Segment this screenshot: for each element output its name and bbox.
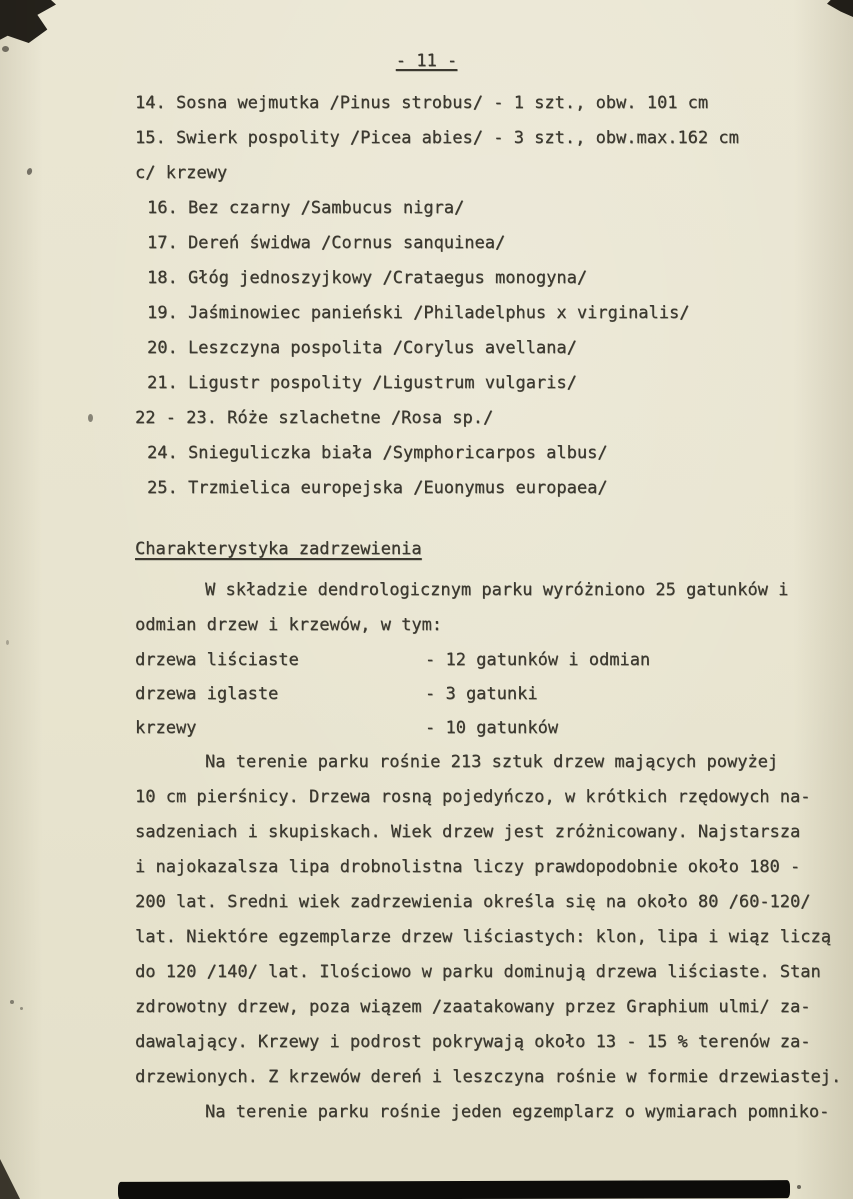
intro-line: odmian drzew i krzewów, w tym: [135,615,443,635]
paragraph-line: zdrowotny drzew, poza wiązem /zaatakowany przez Graphium ulmi/ za- [135,997,811,1017]
document-content [135,86,842,1130]
paragraph-line: drzewionych. Z krzewów dereń i leszczyna rośnie w formie drzewiastej. [135,1067,842,1087]
paragraph-line: 200 lat. Sredni wiek zadrzewienia określa się na około 80 /60-120/ [135,892,811,912]
scan-artifact-speck [26,167,33,175]
stat-row [135,711,835,745]
stat-row [135,643,835,677]
scan-artifact-speck [88,414,93,422]
stat-value: - 12 gatunków i odmian [425,650,651,670]
stat-value: - 10 gatunków [425,718,559,738]
scan-artifact-speck [797,1185,801,1189]
paragraph-line: 10 cm pierśnicy. Drzewa rosną pojedyńczo, w krótkich rzędowych na- [135,787,811,807]
list-item-shrub: 21. Ligustr pospolity /Ligustrum vulgaris/ [147,373,577,393]
paragraph-line: Na terenie parku rośnie 213 sztuk drzew mających powyżej [205,752,779,772]
stat-value: - 3 gatunki [425,684,538,704]
scan-artifact-bottom-left-corner [0,1159,20,1199]
closing-line: Na terenie parku rośnie jeden egzemplarz o wymiarach pomniko- [205,1102,830,1122]
page-number: - 11 - [395,51,458,71]
scan-artifact-bottom-bar [118,1180,790,1199]
intro-line: W składzie dendrologicznym parku wyróżniono 25 gatunków i [205,580,789,600]
section-heading: Charakterystyka zadrzewienia [135,539,422,559]
scan-artifact-top-left-blob [0,0,56,43]
subsection-label: c/ krzewy [135,163,228,183]
stat-label: drzewa iglaste [135,684,279,704]
paragraph-line: sadzeniach i skupiskach. Wiek drzew jest zróżnicowany. Najstarsza [135,822,801,842]
scan-artifact-speck [10,1000,14,1004]
list-item-shrub: 16. Bez czarny /Sambucus nigra/ [147,198,465,218]
stat-label: krzewy [135,718,197,738]
list-item-shrub: 25. Trzmielica europejska /Euonymus europaea/ [147,478,608,498]
list-item-conifer: 15. Swierk pospolity /Picea abies/ - 3 szt., obw.max.162 cm [135,128,739,148]
scan-artifact-speck [6,640,9,645]
stat-row [135,677,835,711]
scan-artifact-top-left-dot [2,46,9,52]
paragraph-line: lat. Niektóre egzemplarze drzew liściastych: klon, lipa i wiąz liczą [135,927,831,947]
list-item-shrub: 19. Jaśminowiec panieński /Philadelphus x virginalis/ [147,303,690,323]
stat-label: drzewa liściaste [135,650,299,670]
list-item-shrub: 17. Dereń świdwa /Cornus sanquinea/ [147,233,506,253]
list-item-shrub: 24. Snieguliczka biała /Symphoricarpos albus/ [147,443,608,463]
scan-artifact-speck [20,1007,23,1010]
list-item-shrub: 18. Głóg jednoszyjkowy /Crataegus monogyna/ [147,268,588,288]
paragraph-line: dawalający. Krzewy i podrost pokrywają około 13 - 15 % terenów za- [135,1032,811,1052]
paragraph-line: i najokazalsza lipa drobnolistna liczy prawdopodobnie około 180 - [135,857,801,877]
list-item-shrub: 20. Leszczyna pospolita /Corylus avellana/ [147,338,577,358]
list-item-conifer: 14. Sosna wejmutka /Pinus strobus/ - 1 szt., obw. 101 cm [135,93,709,113]
list-item-shrub: 22 - 23. Róże szlachetne /Rosa sp./ [135,408,494,428]
paragraph-line: do 120 /140/ lat. Ilościowo w parku dominują drzewa liściaste. Stan [135,962,821,982]
scan-artifact-top-right-mark [827,0,853,17]
